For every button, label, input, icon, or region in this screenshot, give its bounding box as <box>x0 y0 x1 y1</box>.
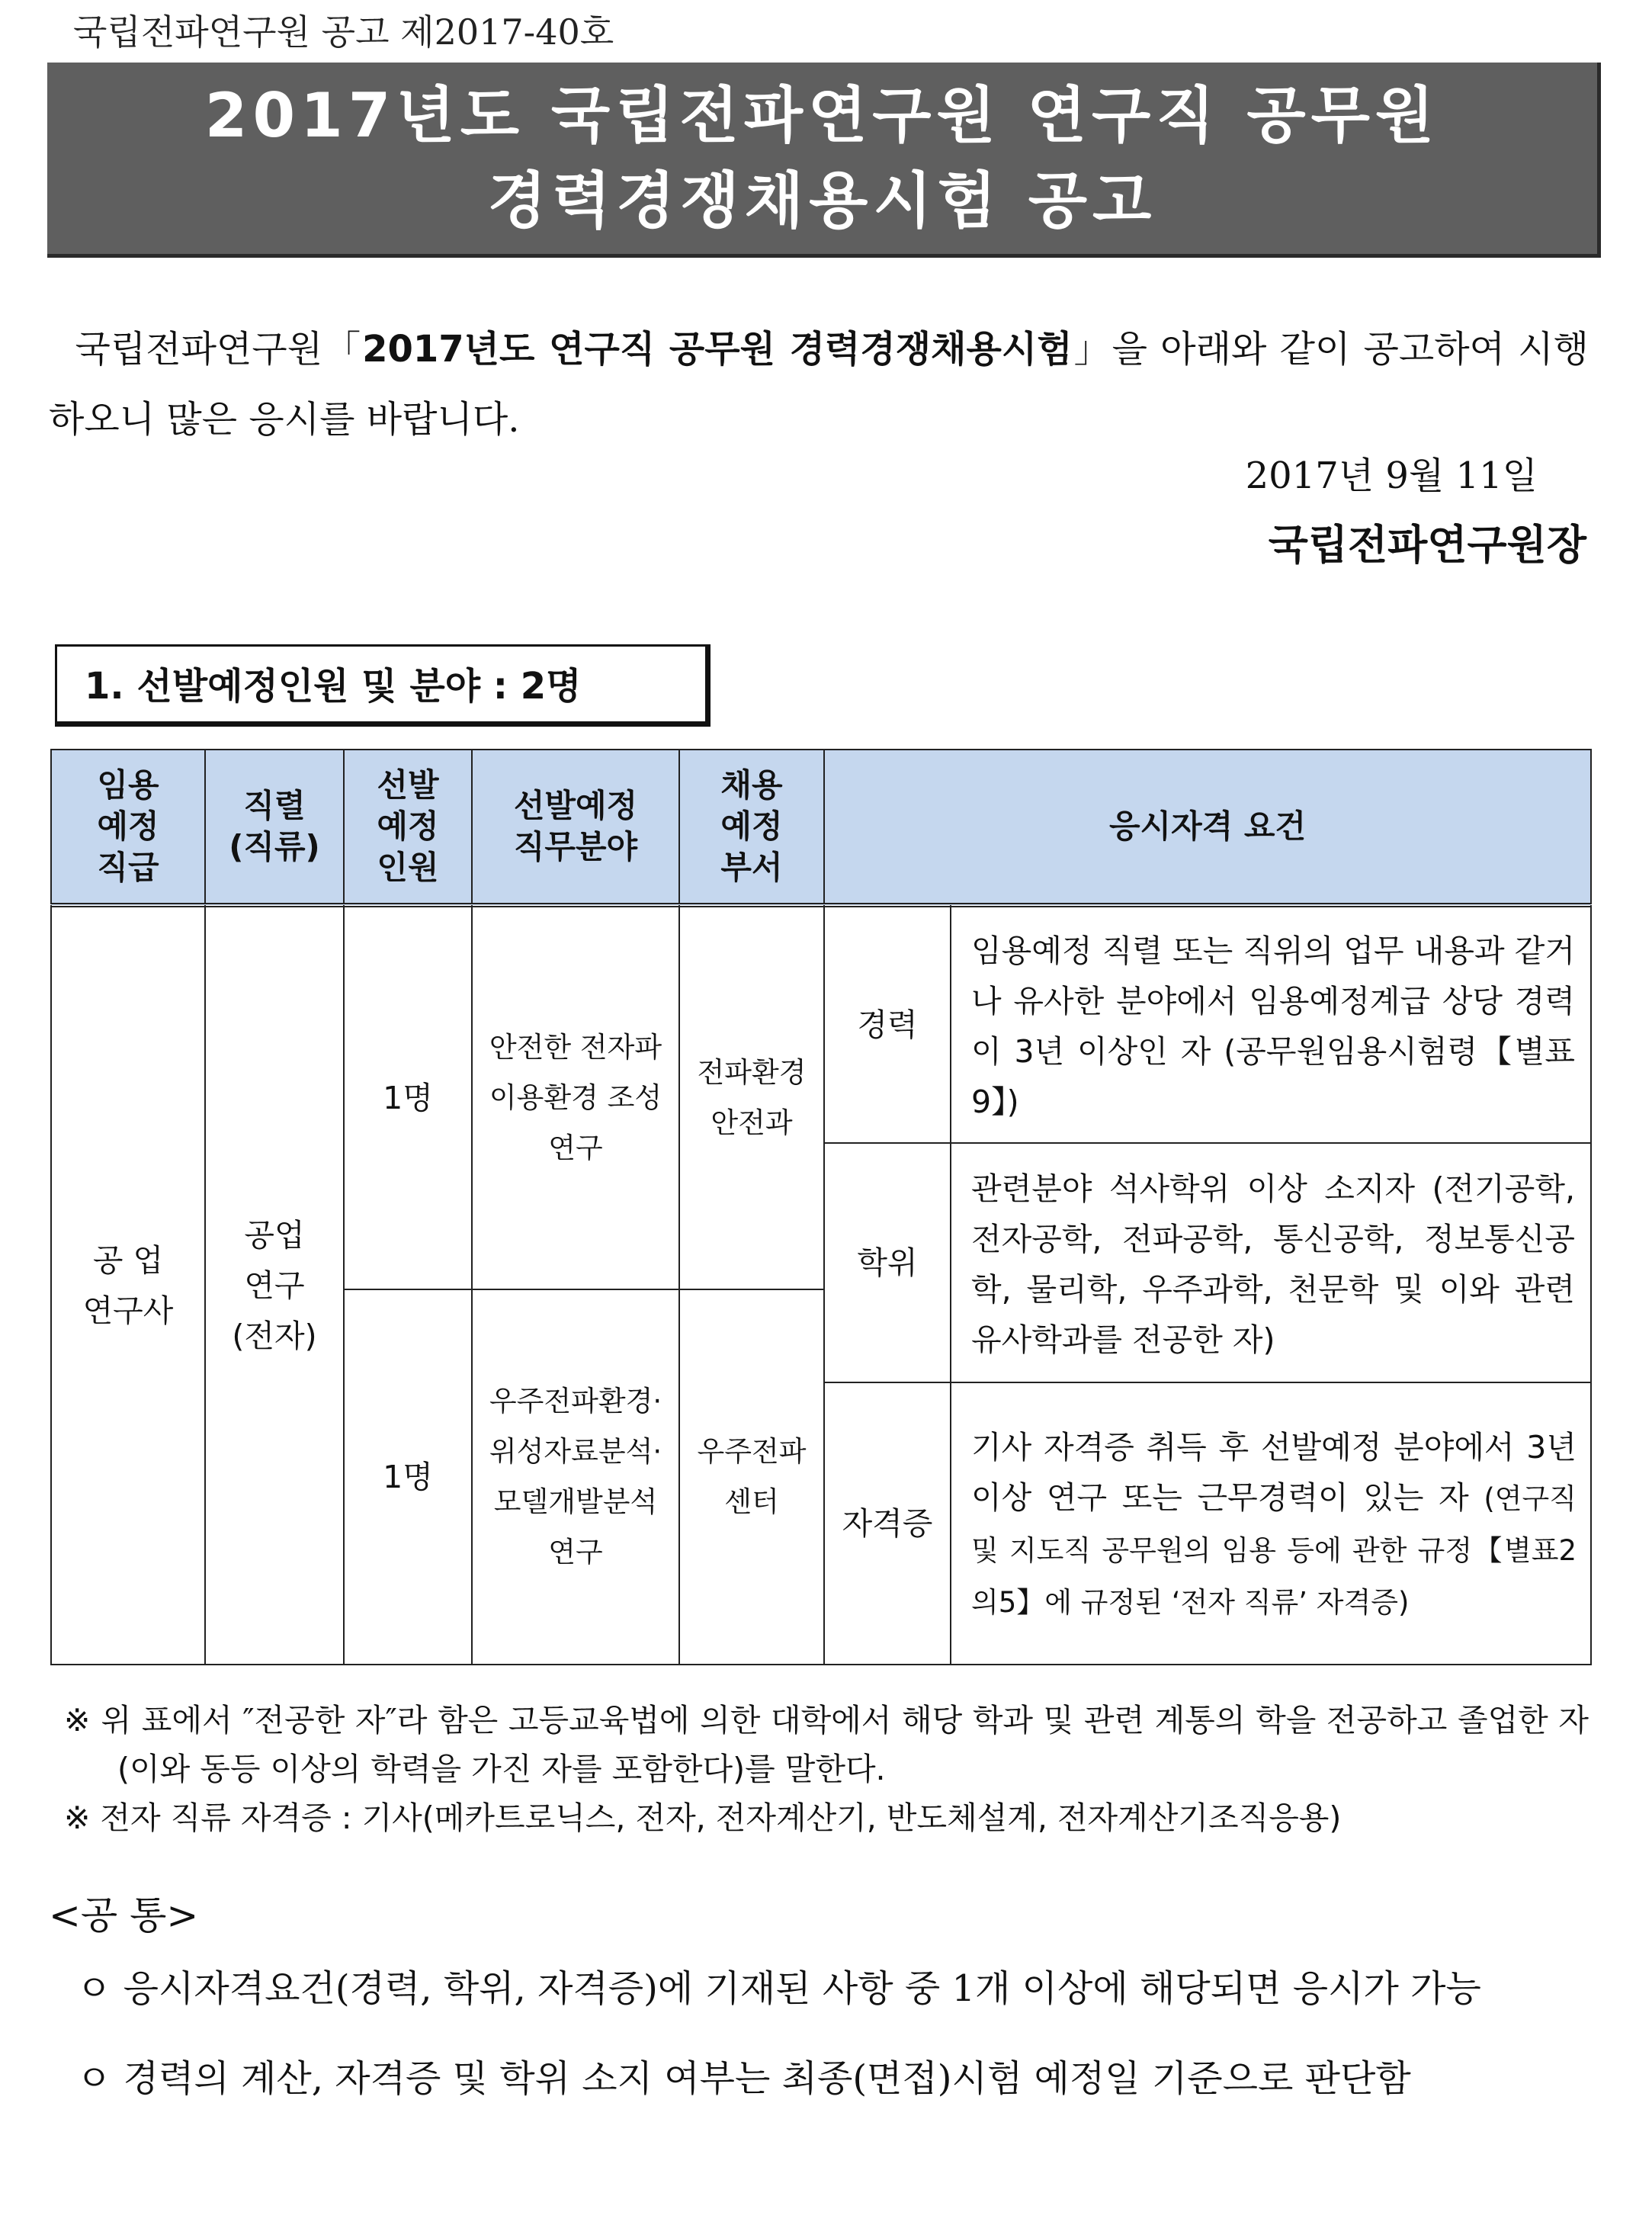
title-banner <box>47 63 1601 258</box>
table-header-row <box>51 750 1591 905</box>
req-text-degree: 관련분야 석사학위 이상 소지자 (전기공학, 전자공학, 전파공학, 통신공학, 정보통신공학, 물리학, 우주과학, 천문학 및 이와 관련 유사학과를 전공한 자) <box>951 1143 1591 1382</box>
note-2: ※ 전자 직류 자격증 : 기사(메카트로닉스, 전자, 전자계산기, 반도체설계, 전자계산기조직응용) <box>64 1800 1342 1836</box>
intro-emphasis: 2017년도 연구직 공무원 경력경쟁채용시험 <box>362 328 1073 371</box>
header-dept: 채용 예정 부서 <box>679 750 824 905</box>
intro-prefix: 국립전파연구원「 <box>75 328 363 371</box>
cell-dept-1: 전파환경 안전과 <box>679 905 824 1289</box>
header-requirements: 응시자격 요건 <box>824 750 1591 905</box>
cell-count-1: 1명 <box>344 905 472 1289</box>
req-license-main: 기사 자격증 취득 후 선발예정 분야에서 3년 이상 연구 또는 근무경력이 있는 자 <box>971 1429 1577 1516</box>
cell-dept-2: 우주전파 센터 <box>679 1289 824 1665</box>
bullet-2: ㅇ 경력의 계산, 자격증 및 학위 소지 여부는 최종(면접)시험 예정일 기준으로 판단함 <box>76 2057 1411 2100</box>
common-bullets <box>76 1956 1593 2136</box>
cell-grade: 공 업 연구사 <box>51 905 205 1665</box>
section-1-title: 1. 선발예정인원 및 분야 : 2명 <box>55 644 711 727</box>
announcement-date: 2017년 9월 11일 <box>1245 454 1538 497</box>
req-type-career: 경력 <box>824 905 951 1143</box>
cell-field-2: 우주전파환경· 위성자료분석· 모델개발분석 연구 <box>472 1289 679 1665</box>
header-field: 선발예정 직무분야 <box>472 750 679 905</box>
cell-count-2: 1명 <box>344 1289 472 1665</box>
note-1: ※ 위 표에서 ″전공한 자″라 함은 고등교육법에 의한 대학에서 해당 학과 및 관련 계통의 학을 전공하고 졸업한 자(이와 동등 이상의 학력을 가진 자를 포함한다)를 말한다. <box>64 1702 1589 1787</box>
header-grade: 임용 예정 직급 <box>51 750 205 905</box>
title-line-2: 경력경쟁채용시험 공고 <box>487 165 1157 236</box>
req-text-career: 임용예정 직렬 또는 직위의 업무 내용과 같거나 유사한 분야에서 임용예정계급 상당 경력이 3년 이상인 자 (공무원임용시험령【별표9】) <box>951 905 1591 1143</box>
cell-series: 공업 연구 (전자) <box>205 905 344 1665</box>
common-heading: <공 통> <box>49 1893 199 1938</box>
recruitment-table <box>50 749 1592 1665</box>
intro-paragraph <box>49 314 1589 454</box>
bullet-1: ㅇ 응시자격요건(경력, 학위, 자격증)에 기재된 사항 중 1개 이상에 해당되면 응시가 가능 <box>76 1967 1481 2010</box>
intro-suffix: 」을 아래와 같이 공고하여 시행하오니 많은 응시를 바랍니다. <box>49 328 1589 441</box>
header-count: 선발 예정 인원 <box>344 750 472 905</box>
header-series: 직렬 (직류) <box>205 750 344 905</box>
req-type-license: 자격증 <box>824 1382 951 1665</box>
req-text-license <box>951 1382 1591 1665</box>
table-notes <box>64 1696 1589 1842</box>
req-license-small: (연구직 및 지도직 공무원의 임용 등에 관한 규정【별표2의5】에 규정된 ‘전자 직류’ 자격증) <box>971 1482 1577 1619</box>
title-line-1: 2017년도 국립전파연구원 연구직 공무원 <box>204 80 1440 151</box>
req-type-degree: 학위 <box>824 1143 951 1382</box>
signer: 국립전파연구원장 <box>1268 520 1586 569</box>
notice-number: 국립전파연구원 공고 제2017-40호 <box>73 11 614 53</box>
cell-field-1: 안전한 전자파 이용환경 조성 연구 <box>472 905 679 1289</box>
